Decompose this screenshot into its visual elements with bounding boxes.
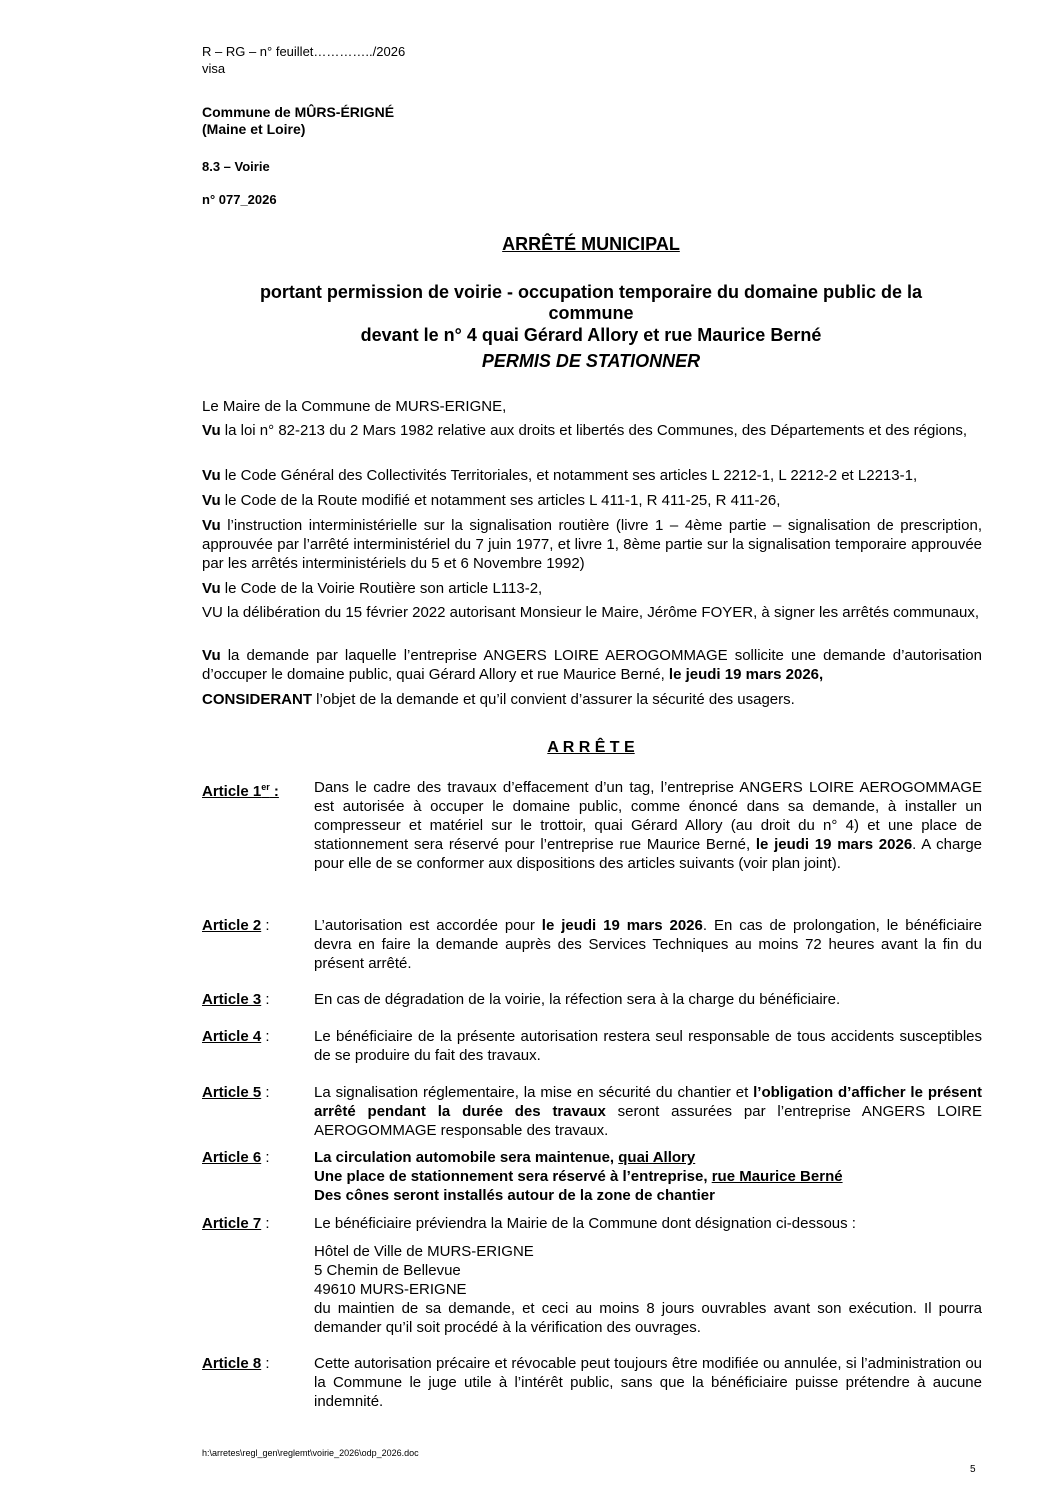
article-7-label: Article 7 : bbox=[202, 1215, 270, 1232]
subtitle-line-1: portant permission de voirie - occupation temporaire du domaine public de la bbox=[259, 282, 923, 302]
visa-demande: Vu la demande par laquelle l’entreprise ANGERS LOIRE AEROGOMMAGE sollicite une demande d’autorisation d’occuper le domaine public, quai Gérard Allory et rue Maurice Berné, le jeudi 19 mars 2026, bbox=[202, 647, 982, 683]
visa-label: visa bbox=[202, 61, 226, 76]
commune-name: Commune de MÛRS-ÉRIGNÉ bbox=[202, 104, 395, 120]
article-1-text: Dans le cadre des travaux d’effacement d’un tag, l’entreprise ANGERS LOIRE AEROGOMMAGE est autorisée à occuper le domaine public, comme énoncé dans sa demande, à installer un compresseur et matériel sur le trottoir, quai Gérard Allory (au droit du n° 4) et une place de stationnement sera réservé pour l’entreprise rue Maurice Berné, le jeudi 19 mars 2026. A charge pour elle de se conformer aux dispositions des articles suivants (voir plan joint). bbox=[314, 779, 983, 872]
subtitle-line-3: devant le n° 4 quai Gérard Allory et rue Maurice Berné bbox=[360, 325, 822, 345]
article-4-label: Article 4 : bbox=[202, 1028, 270, 1045]
article-6-text: La circulation automobile sera maintenue, quai Allory Une place de stationnement sera réservé à l’entreprise, rue Maurice Berné Des cônes seront installés autour de la zone de chantier bbox=[314, 1149, 843, 1204]
document-title: ARRÊTÉ MUNICIPAL bbox=[502, 234, 680, 254]
visa-code-route: Vu le Code de la Route modifié et notamment ses articles L 411-1, R 411-25, R 411-26, bbox=[202, 492, 781, 509]
visa-deliberation: VU la délibération du 15 février 2022 autorisant Monsieur le Maire, Jérôme FOYER, à signer les arrêtés communaux, bbox=[202, 604, 980, 621]
article-6-label: Article 6 : bbox=[202, 1149, 270, 1166]
arrete-heading: A R R Ê T E bbox=[547, 739, 635, 756]
article-5-label: Article 5 : bbox=[202, 1084, 270, 1101]
page-number: 5 bbox=[970, 1464, 976, 1475]
subtitle-line-2: commune bbox=[548, 303, 634, 323]
subtitle-permit: PERMIS DE STATIONNER bbox=[481, 351, 701, 371]
article-8-label: Article 8 : bbox=[202, 1355, 270, 1372]
article-3-text: En cas de dégradation de la voirie, la réfection sera à la charge du bénéficiaire. bbox=[314, 991, 841, 1008]
article-5-text: La signalisation réglementaire, la mise en sécurité du chantier et l’obligation d’afficher le présent arrêté pendant la durée des travaux seront assurées par l’entreprise ANGERS LOIRE AEROGOMMAGE responsable des travaux. bbox=[314, 1084, 983, 1139]
file-path: h:\arretes\regl_gen\reglemt\voirie_2026\odp_2026.doc bbox=[202, 1448, 419, 1458]
article-7-text-2: du maintien de sa demande, et ceci au moins 8 jours ouvrables avant son exécution. Il pourra demander qu’il soit procédé à la vérification des ouvrages. bbox=[314, 1300, 982, 1336]
article-1-label: Article 1er : bbox=[202, 782, 279, 800]
article-7-text: Le bénéficiaire préviendra la Mairie de la Commune dont désignation ci-dessous : bbox=[314, 1215, 856, 1232]
visa-cgct: Vu le Code Général des Collectivités Territoriales, et notamment ses articles L 2212-1, L 2212-2 et L2213-1, bbox=[202, 467, 918, 484]
article-3-label: Article 3 : bbox=[202, 991, 270, 1008]
preamble-intro: Le Maire de la Commune de MURS-ERIGNE, bbox=[202, 398, 507, 415]
visa-instruction: Vu l’instruction interministérielle sur la signalisation routière (livre 1 – 4ème partie – signalisation de prescription, approuvée par l’arrêté interministériel du 7 juin 1977, et livre 1, 8ème partie sur la signalisation temporaire approuvée par les arrêtés interministériels du 5 et 6 Novembre 1992) bbox=[202, 517, 982, 572]
visa-loi-1982: Vu la loi n° 82-213 du 2 Mars 1982 relative aux droits et libertés des Communes, des Départements et des régions, bbox=[202, 422, 968, 439]
visa-code-voirie: Vu le Code de la Voirie Routière son article L113-2, bbox=[202, 580, 543, 597]
reference-line: R – RG – n° feuillet…………../2026 bbox=[202, 44, 406, 59]
section-label: 8.3 – Voirie bbox=[202, 159, 270, 174]
departement: (Maine et Loire) bbox=[202, 121, 306, 137]
article-4-text: Le bénéficiaire de la présente autorisation restera seul responsable de tous accidents susceptibles de se produire du fait des travaux. bbox=[314, 1028, 982, 1064]
article-8-text: Cette autorisation précaire et révocable peut toujours être modifiée ou annulée, si l’administration ou la Commune le juge utile à l’intérêt public, sans que la bénéficiaire puisse prétendre à aucune indemnité. bbox=[314, 1355, 982, 1410]
arrete-number: n° 077_2026 bbox=[202, 192, 277, 207]
article-2-text: L’autorisation est accordée pour le jeudi 19 mars 2026. En cas de prolongation, le bénéficiaire devra en faire la demande auprès des Services Techniques au moins 72 heures avant la fin du présent arrêté. bbox=[314, 917, 982, 972]
mairie-address: Hôtel de Ville de MURS-ERIGNE 5 Chemin de Bellevue 49610 MURS-ERIGNE bbox=[314, 1243, 534, 1298]
article-2-label: Article 2 : bbox=[202, 917, 270, 934]
considerant: CONSIDERANT l’objet de la demande et qu’il convient d’assurer la sécurité des usagers. bbox=[202, 691, 795, 708]
